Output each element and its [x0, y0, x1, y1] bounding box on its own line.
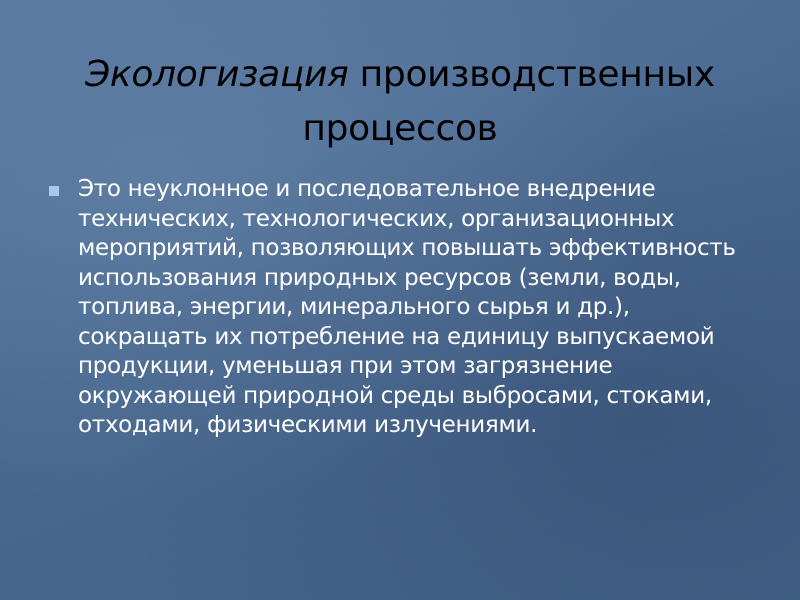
- bullet-list: [44, 175, 754, 441]
- slide-title-italic: Экологизация: [85, 54, 349, 95]
- slide-title: [40, 48, 760, 156]
- bullet-text: Это неуклонное и последовательное внедрение технических, технологических, организационных мероприятий, позволяющих повышать эффективность использования природных ресурсов (земли, воды, топлива, энергии, минерального сырья и др.), сокращать их потребление на единицу выпускаемой продукции, уменьшая при этом загрязнение окружающей природной среды выбросами, стоками, отходами, физическими излучениями.: [78, 176, 736, 438]
- bullet-item: [44, 175, 754, 441]
- square-bullet-icon: [49, 186, 59, 196]
- slide-title-rest: производственных процессов: [302, 54, 715, 149]
